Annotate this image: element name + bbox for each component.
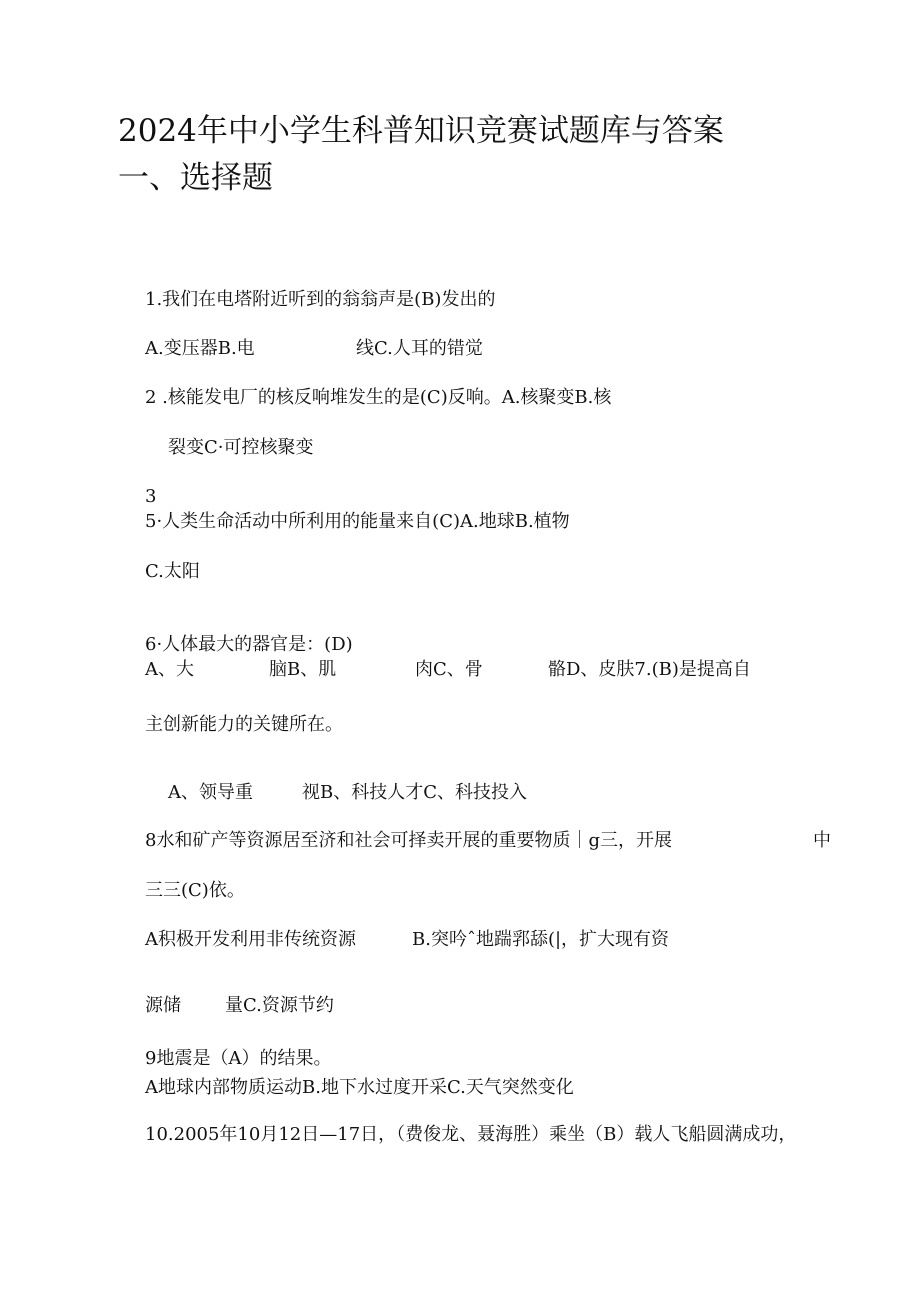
question-5-continuation: C.太阳 (145, 561, 200, 582)
question-10-text: 10.2005年10月12日—17日，（费俊龙、聂海胜）乘坐（B）载人飞船圆满成功， (145, 1124, 797, 1145)
question-2-text: 2 .核能发电厂的核反响堆发生的是(C)反响。A.核聚变B.核 (145, 387, 612, 408)
option-segment: 脑B、肌 (269, 659, 337, 680)
option-segment: A.变压器B.电 (145, 338, 255, 359)
question-segment: 中 (813, 830, 831, 851)
question-8-options (145, 929, 725, 953)
option-segment: 线C.人耳的错觉 (356, 338, 483, 359)
option-segment: 骼D、皮肤7.(B)是提高自 (548, 659, 751, 680)
option-segment: 源储 (145, 995, 181, 1016)
option-segment: 肉C、骨 (415, 659, 483, 680)
document-title: 2024年中小学生科普知识竞赛试题库与答案 (118, 113, 724, 149)
question-6-options (145, 659, 785, 683)
option-segment: 视B、科技人才C、科技投入 (302, 782, 527, 803)
question-segment: 8水和矿产等资源居至济和社会可择卖开展的重要物质｜g三，开展 (145, 830, 672, 851)
question-8-text (145, 830, 845, 854)
question-3-number: 3 (145, 486, 157, 507)
question-8-options-continuation (145, 995, 385, 1019)
option-segment: A、领导重 (168, 782, 253, 803)
option-segment: 量C.资源节约 (225, 995, 334, 1016)
option-segment: B.突吟ˆ地踹郛舔(|，扩大现有资 (412, 929, 670, 950)
section-heading: 一、选择题 (118, 160, 273, 196)
question-9-text: 9地震是（A）的结果。 (145, 1048, 332, 1069)
question-1-text: 1.我们在电塔附近听到的翁翁声是(B)发出的 (145, 289, 496, 310)
option-segment: A、大 (145, 659, 194, 680)
question-9-options: A地球内部物质运动B.地下水过度开采C.天气突然变化 (145, 1077, 574, 1098)
question-5-text: 5·人类生命活动中所利用的能量来自(C)A.地球B.植物 (145, 511, 570, 532)
question-2-continuation: 裂变C·可控核聚变 (168, 437, 314, 458)
question-7-continuation: 主创新能力的关键所在。 (145, 714, 343, 735)
question-8-continuation: 三三(C)依。 (145, 880, 245, 901)
question-1-options (145, 338, 565, 362)
question-7-options (168, 782, 588, 806)
question-6-text: 6·人体最大的器官是：(D) (145, 634, 353, 655)
option-segment: A积极开发利用非传统资源 (145, 929, 356, 950)
